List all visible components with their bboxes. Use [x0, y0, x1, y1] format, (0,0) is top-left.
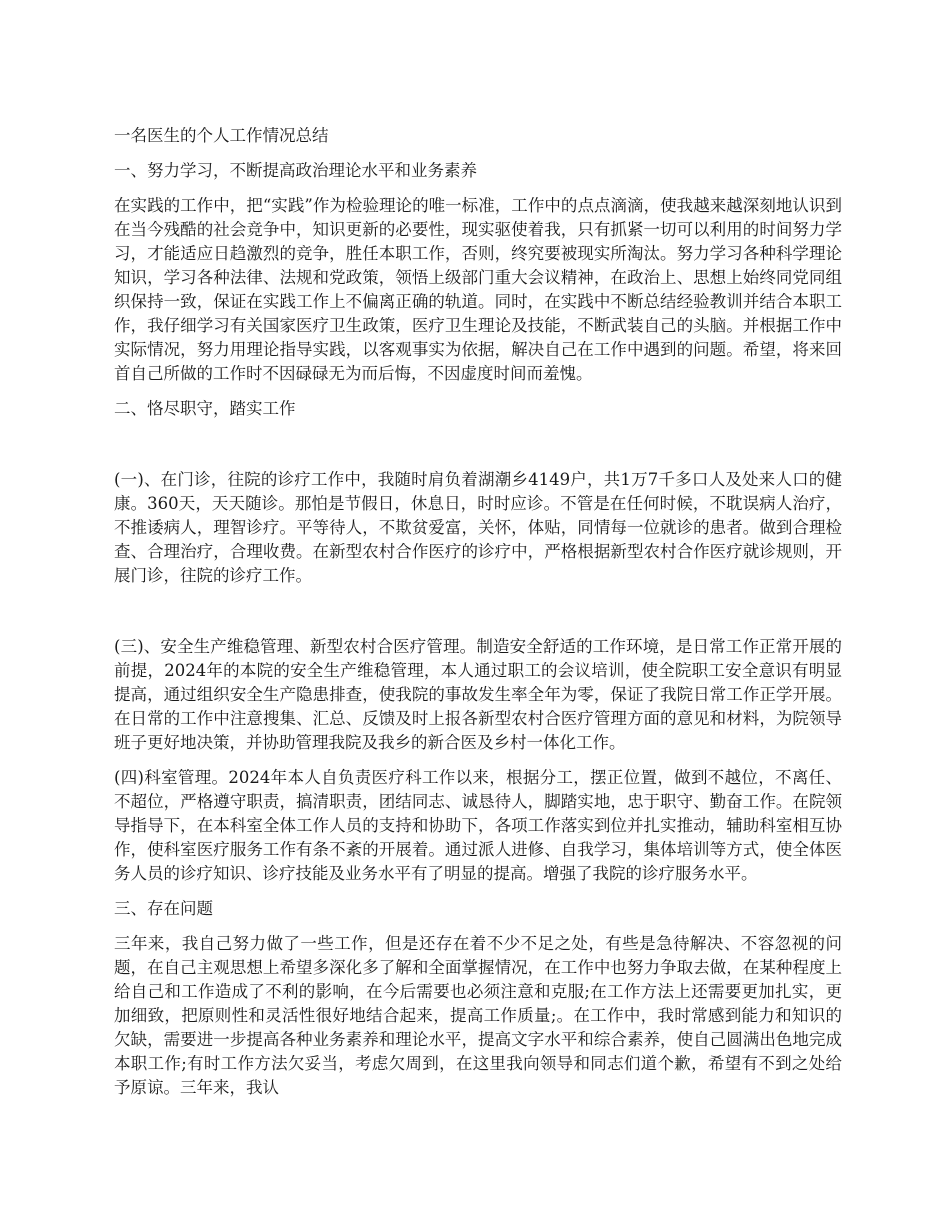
section-paragraph-1: 在实践的工作中，把“实践”作为检验理论的唯一标准，工作中的点点滴滴，使我越来越深刻地认识到在当今残酷的社会竞争中，知识更新的必要性，现实驱使着我，只有抓紧一切可以利用的时间努力学习，才能适应日趋激烈的竞争，胜任本职工作，否则，终究要被现实所淘汰。努力学习各种科学理论知识，学习各种法律、法规和党政策，领悟上级部门重大会议精神，在政治上、思想上始终同党同组织保持一致，保证在实践工作上不偏离正确的轨道。同时，在实践中不断总结经验教训并结合本职工作，我仔细学习有关国家医疗卫生政策，医疗卫生理论及技能，不断武装自己的头脑。并根据工作中实际情况，努力用理论指导实践，以客观事实为依据，解决自己在工作中遇到的问题。希望，将来回首自己所做的工作时不因碌碌无为而后悔，不因虚度时间而羞愧。	[114, 196, 842, 383]
section-heading-1: 一、努力学习，不断提高政治理论水平和业务素养	[114, 161, 477, 180]
section-paragraph-2b: (三)、安全生产维稳管理、新型农村合医疗管理。制造安全舒适的工作环境，是日常工作正常开展的前提，2024年的本院的安全生产维稳管理，本人通过职工的会议培训，使全院职工安全意识有明显提高，通过组织安全生产隐患排查，使我院的事故发生率全年为零，保证了我院日常工作正学开展。在日常的工作中注意搜集、汇总、反馈及时上报各新型农村合医疗管理方面的意见和材料，为院领导班子更好地决策，并协助管理我院及我乡的新合医及乡村一体化工作。	[114, 637, 842, 752]
section-heading-3: 三、存在问题	[114, 899, 213, 918]
blank-spacer	[114, 432, 842, 468]
section-paragraph-2a: (一)、在门诊，往院的诊疗工作中，我随时肩负着湖潮乡4149户，共1万7千多口人及处来人口的健康。360天，天天随诊。那怕是节假日，休息日，时时应诊。不管是在任何时候，不耽误病人治疗，不推诿病人，理智诊疗。平等待人，不欺贫爱富，关怀，体贴，同情每一位就诊的患者。做到合理检查、合理治疗，合理收费。在新型农村合作医疗的诊疗中，严格根据新型农村合作医疗就诊规则，开展门诊，往院的诊疗工作。	[114, 470, 842, 585]
section-heading-2: 二、恪尽职守，踏实工作	[114, 399, 296, 418]
document-page	[114, 124, 842, 1111]
section-paragraph-2c: (四)科室管理。2024年本人自负责医疗科工作以来，根据分工，摆正位置，做到不越位，不离任、不超位，严格遵守职责，搞清职责，团结同志、诚恳待人，脚踏实地，忠于职守、勤奋工作。在院领导指导下，在本科室全体工作人员的支持和协助下，各项工作落实到位并扎实推动，辅助科室相互协作，使科室医疗服务工作有条不紊的开展着。通过派人进修、自我学习，集体培训等方式，使全体医务人员的诊疗知识、诊疗技能及业务水平有了明显的提高。增强了我院的诊疗服务水平。	[114, 768, 842, 883]
blank-spacer	[114, 599, 842, 635]
document-title: 一名医生的个人工作情况总结	[114, 126, 329, 145]
section-paragraph-3: 三年来，我自己努力做了一些工作，但是还存在着不少不足之处，有些是急待解决、不容忽视的问题，在自己主观思想上希望多深化多了解和全面掌握情况，在工作中也努力争取去做，在某种程度上给自己和工作造成了不利的影响，在今后需要也必须注意和克服;在工作方法上还需要更加扎实，更加细致，把原则性和灵活性很好地结合起来，提高工作质量;。在工作中，我时常感到能力和知识的欠缺，需要进一步提高各种业务素养和理论水平，提高文字水平和综合素养，使自己圆满出色地完成本职工作;有时工作方法欠妥当，考虑欠周到，在这里我向领导和同志们道个歉，希望有不到之处给予原谅。三年来，我认	[114, 934, 842, 1097]
